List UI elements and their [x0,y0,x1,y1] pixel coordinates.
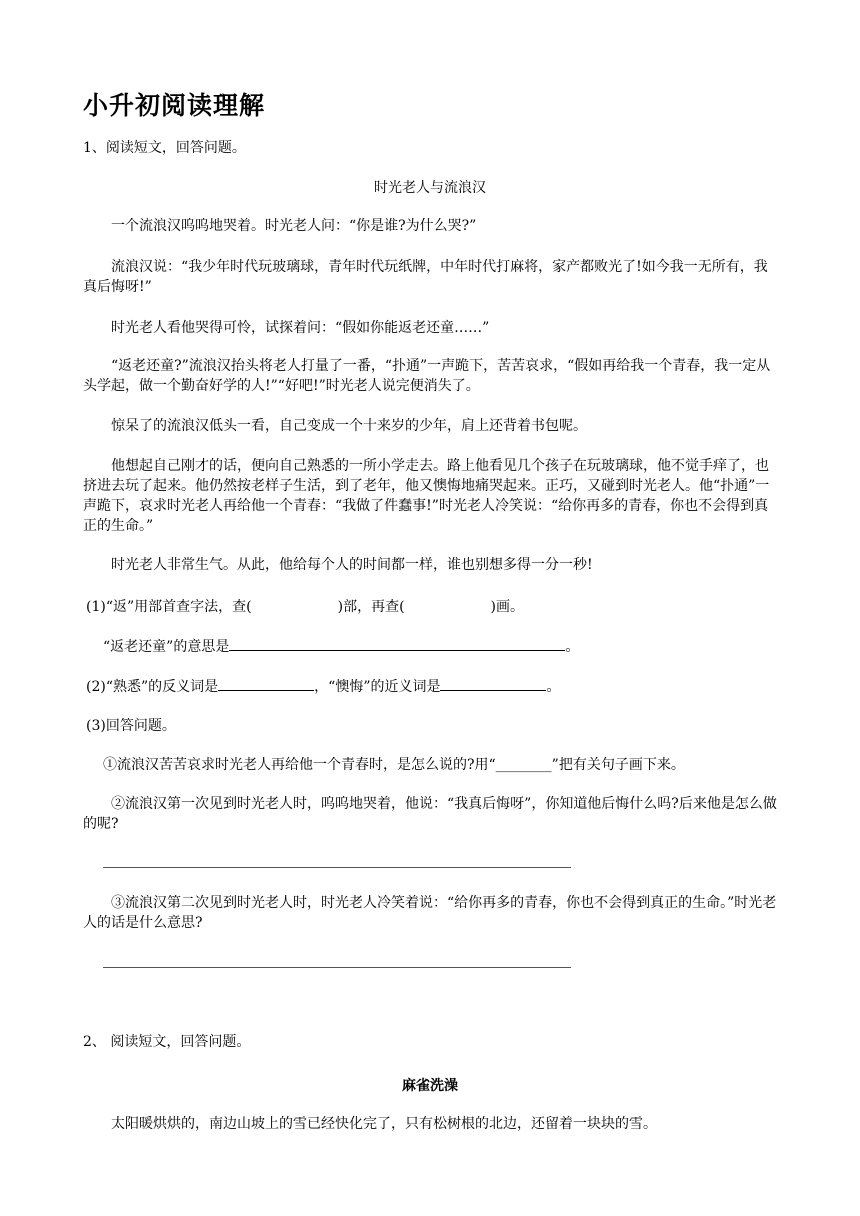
story-1-paragraph: 惊呆了的流浪汉低头一看，自己变成一个十来岁的少年，肩上还背着书包呢。 [111,418,587,434]
question-1-meaning [103,636,579,656]
question-1-meaning-text: “返老还童”的意思是 [103,639,230,655]
question-3-part-1-text: ”把有关句子画下来。 [551,757,685,773]
story-1-paragraph: 一个流浪汉呜呜地哭着。时光老人问：“你是谁?为什么哭?” [111,218,477,234]
question-1 [86,596,524,616]
question-3-part-1 [103,754,685,774]
story-1-title: 时光老人与流浪汉 [374,180,486,196]
meaning-answer-blank[interactable] [229,636,565,651]
story-1-paragraph: 时光老人看他哭得可怜，试探着问：“假如你能返老还童……” [111,320,490,336]
question-3-part-3: ③流浪汉第二次见到时光老人时，时光老人冷笑着说：“给你再多的青春，你也不会得到真正的生命。”时光老人的话是什么意思? [83,895,777,931]
question-3: (3)回答问题。 [86,718,176,734]
question-2 [86,676,560,696]
answer-line-3-3[interactable] [103,967,571,968]
story-1-paragraph: 他想起自己刚才的话，便向自己熟悉的一所小学走去。路上他看见几个孩子在玩玻璃球，他不觉手痒了，也挤进去玩了起来。他仍然按老样子生活，到了老年，他又懊悔地痛哭起来。正巧，又碰到时光老人。他“扑通”一声跪下，哀求时光老人再给他一个青春：“我做了件蠢事!”时光老人冷笑说：“给你再多的青春，你也不会得到真正的生命。” [83,458,770,534]
antonym-answer-blank[interactable] [218,676,314,691]
section-1-heading: 1、阅读短文，回答问题。 [83,140,246,156]
question-1-text: (1)“返”用部首查字法，查( [86,599,252,615]
story-2-paragraph: 太阳暖烘烘的，南边山坡上的雪已经快化完了，只有松树根的北边，还留着一块块的雪。 [111,1116,657,1132]
question-2-text: (2)“熟悉”的反义词是 [86,679,219,695]
question-2-text: 。 [546,679,561,695]
question-2-text: ，“懊悔”的近义词是 [314,679,441,695]
story-2-title: 麻雀洗澡 [402,1078,458,1094]
question-1-text: )画。 [490,599,525,615]
story-1-paragraph: 流浪汉说：“我少年时代玩玻璃球，青年时代玩纸牌，中年时代打麻将，家产都败光了!如今我一无所有，我真后悔呀!” [83,259,768,295]
story-1-paragraph: 时光老人非常生气。从此，他给每个人的时间都一样，谁也别想多得一分一秒! [111,557,593,573]
question-3-part-1-text: ①流浪汉苦苦哀求时光老人再给他一个青春时，是怎么说的?用“ [103,757,496,773]
question-1-meaning-text: 。 [565,639,580,655]
answer-line-3-2[interactable] [103,867,571,868]
section-2-heading: 2、 阅读短文，回答问题。 [83,1034,251,1050]
document-title: 小升初阅读理解 [83,91,266,120]
story-1-paragraph: “返老还童?”流浪汉抬头将老人打量了一番，“扑通”一声跪下，苦苦哀求，“假如再给我一个青春，我一定从头学起，做一个勤奋好学的人!”“好吧!”时光老人说完便消失了。 [83,358,771,394]
synonym-answer-blank[interactable] [440,676,546,691]
question-3-part-2: ②流浪汉第一次见到时光老人时，呜呜地哭着，他说：“我真后悔呀”，你知道他后悔什么吗?后来他是怎么做的呢? [83,796,777,832]
question-1-text: )部，再查( [337,599,405,615]
underline-symbol: ________ [495,757,552,773]
